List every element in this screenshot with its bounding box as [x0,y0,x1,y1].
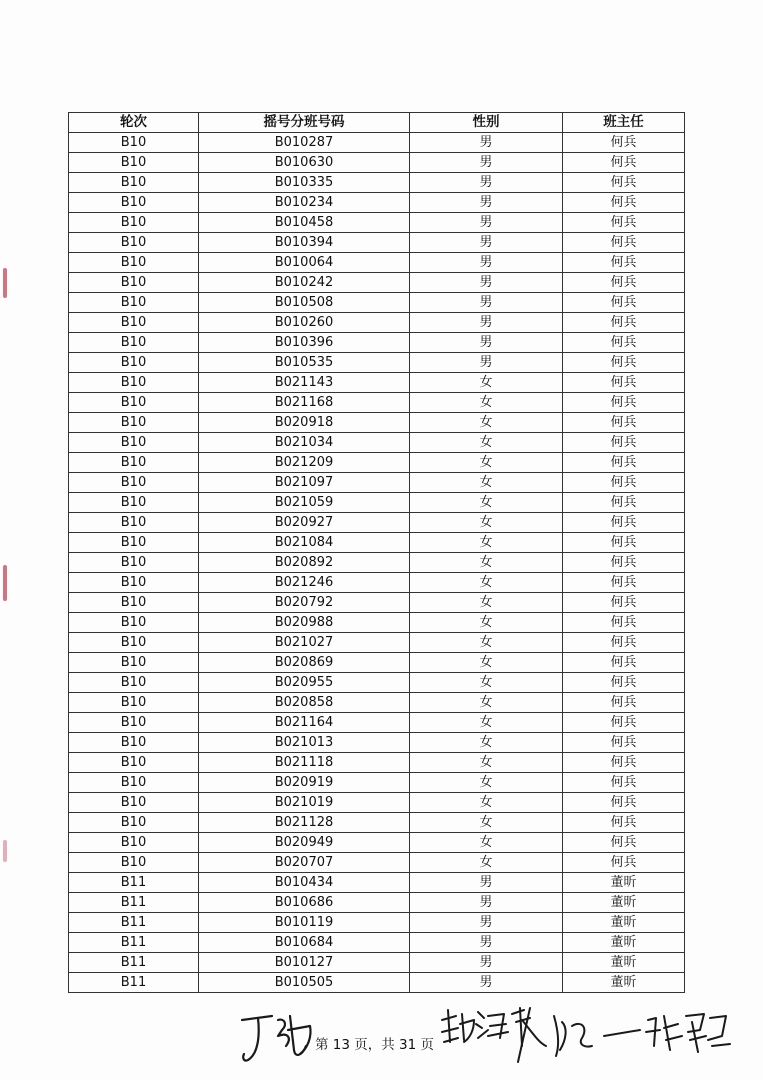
cell-lottery-number: B021059 [199,493,410,513]
cell-gender: 女 [410,533,563,553]
cell-lottery-number: B020955 [199,673,410,693]
cell-gender: 男 [410,913,563,933]
cell-round: B10 [69,493,199,513]
cell-gender: 女 [410,693,563,713]
cell-head-teacher: 何兵 [563,693,685,713]
table-row [69,333,685,353]
table-body [69,133,685,993]
scan-margin-mark [3,565,7,601]
cell-gender: 女 [410,593,563,613]
cell-gender: 女 [410,473,563,493]
table-row [69,553,685,573]
cell-round: B10 [69,753,199,773]
cell-gender: 男 [410,173,563,193]
table-row [69,413,685,433]
cell-round: B10 [69,513,199,533]
table-row [69,773,685,793]
signature-1 [238,1006,316,1066]
cell-lottery-number: B010535 [199,353,410,373]
cell-gender: 男 [410,893,563,913]
cell-lottery-number: B021027 [199,633,410,653]
cell-head-teacher: 何兵 [563,713,685,733]
cell-gender: 男 [410,153,563,173]
cell-head-teacher: 何兵 [563,293,685,313]
table-row [69,693,685,713]
cell-lottery-number: B010064 [199,253,410,273]
signature-2 [438,1002,548,1066]
cell-lottery-number: B010684 [199,933,410,953]
cell-round: B10 [69,453,199,473]
table-row [69,833,685,853]
cell-head-teacher: 何兵 [563,553,685,573]
cell-round: B10 [69,833,199,853]
cell-head-teacher: 董昕 [563,933,685,953]
cell-round: B10 [69,653,199,673]
cell-head-teacher: 何兵 [563,833,685,853]
cell-gender: 女 [410,853,563,873]
cell-lottery-number: B010242 [199,273,410,293]
scan-margin-mark [3,840,7,862]
cell-round: B10 [69,193,199,213]
cell-round: B10 [69,373,199,393]
cell-lottery-number: B010630 [199,153,410,173]
cell-round: B10 [69,793,199,813]
cell-round: B10 [69,553,199,573]
table-row [69,953,685,973]
cell-round: B10 [69,673,199,693]
table-row [69,153,685,173]
cell-round: B10 [69,393,199,413]
cell-round: B11 [69,973,199,993]
header-round: 轮次 [69,113,199,133]
cell-lottery-number: B021128 [199,813,410,833]
table-row [69,533,685,553]
header-head-teacher: 班主任 [563,113,685,133]
cell-lottery-number: B010260 [199,313,410,333]
cell-head-teacher: 何兵 [563,573,685,593]
table-row [69,513,685,533]
cell-gender: 男 [410,353,563,373]
cell-head-teacher: 何兵 [563,613,685,633]
table-row [69,793,685,813]
signature-3 [548,1006,738,1064]
cell-round: B10 [69,773,199,793]
cell-round: B10 [69,153,199,173]
cell-head-teacher: 何兵 [563,373,685,393]
cell-lottery-number: B021013 [199,733,410,753]
cell-lottery-number: B020927 [199,513,410,533]
header-lottery-number: 摇号分班号码 [199,113,410,133]
header-gender: 性别 [410,113,563,133]
cell-head-teacher: 何兵 [563,773,685,793]
table-row [69,273,685,293]
table-row [69,973,685,993]
table-row [69,593,685,613]
scan-margin-mark [3,268,7,298]
cell-head-teacher: 何兵 [563,433,685,453]
cell-head-teacher: 何兵 [563,733,685,753]
cell-gender: 男 [410,213,563,233]
cell-head-teacher: 何兵 [563,193,685,213]
cell-round: B11 [69,873,199,893]
cell-lottery-number: B010434 [199,873,410,893]
table-row [69,573,685,593]
cell-gender: 男 [410,973,563,993]
cell-gender: 男 [410,293,563,313]
cell-head-teacher: 董昕 [563,913,685,933]
table-row [69,613,685,633]
cell-gender: 女 [410,613,563,633]
cell-round: B10 [69,133,199,153]
cell-gender: 女 [410,753,563,773]
cell-round: B10 [69,273,199,293]
cell-round: B10 [69,853,199,873]
table-row [69,173,685,193]
cell-round: B10 [69,573,199,593]
table-row [69,193,685,213]
cell-lottery-number: B021209 [199,453,410,473]
cell-gender: 女 [410,793,563,813]
cell-gender: 女 [410,653,563,673]
table-row [69,933,685,953]
cell-head-teacher: 何兵 [563,353,685,373]
cell-round: B10 [69,313,199,333]
cell-head-teacher: 何兵 [563,493,685,513]
cell-round: B10 [69,253,199,273]
cell-head-teacher: 董昕 [563,973,685,993]
table-row [69,133,685,153]
cell-round: B10 [69,213,199,233]
table-row [69,813,685,833]
cell-round: B10 [69,713,199,733]
cell-lottery-number: B021019 [199,793,410,813]
cell-head-teacher: 何兵 [563,213,685,233]
table-row [69,673,685,693]
cell-gender: 男 [410,873,563,893]
cell-head-teacher: 董昕 [563,893,685,913]
cell-round: B11 [69,913,199,933]
cell-gender: 男 [410,933,563,953]
cell-round: B10 [69,473,199,493]
cell-gender: 女 [410,833,563,853]
cell-round: B10 [69,533,199,553]
cell-head-teacher: 何兵 [563,153,685,173]
cell-head-teacher: 何兵 [563,813,685,833]
table-row [69,293,685,313]
table-row [69,753,685,773]
cell-round: B10 [69,613,199,633]
cell-round: B10 [69,733,199,753]
cell-lottery-number: B021084 [199,533,410,553]
table-row [69,313,685,333]
cell-gender: 男 [410,313,563,333]
cell-head-teacher: 何兵 [563,453,685,473]
cell-lottery-number: B010508 [199,293,410,313]
cell-lottery-number: B020949 [199,833,410,853]
cell-round: B10 [69,413,199,433]
cell-lottery-number: B010119 [199,913,410,933]
cell-head-teacher: 何兵 [563,673,685,693]
cell-round: B11 [69,933,199,953]
table-row [69,213,685,233]
cell-lottery-number: B010686 [199,893,410,913]
cell-lottery-number: B010396 [199,333,410,353]
cell-gender: 男 [410,253,563,273]
cell-gender: 女 [410,573,563,593]
cell-round: B10 [69,353,199,373]
cell-lottery-number: B010287 [199,133,410,153]
cell-head-teacher: 何兵 [563,753,685,773]
cell-lottery-number: B020707 [199,853,410,873]
cell-gender: 女 [410,733,563,753]
cell-gender: 女 [410,493,563,513]
cell-gender: 女 [410,773,563,793]
cell-gender: 男 [410,233,563,253]
table-row [69,493,685,513]
cell-head-teacher: 何兵 [563,313,685,333]
cell-lottery-number: B020918 [199,413,410,433]
cell-gender: 女 [410,373,563,393]
cell-lottery-number: B021168 [199,393,410,413]
cell-lottery-number: B021164 [199,713,410,733]
cell-head-teacher: 何兵 [563,593,685,613]
cell-lottery-number: B021143 [199,373,410,393]
cell-round: B11 [69,893,199,913]
table-row [69,453,685,473]
cell-gender: 女 [410,553,563,573]
cell-round: B10 [69,633,199,653]
cell-head-teacher: 何兵 [563,233,685,253]
cell-gender: 男 [410,953,563,973]
cell-gender: 女 [410,453,563,473]
cell-gender: 男 [410,193,563,213]
cell-gender: 男 [410,273,563,293]
cell-gender: 女 [410,413,563,433]
cell-round: B10 [69,173,199,193]
cell-lottery-number: B010335 [199,173,410,193]
cell-gender: 女 [410,813,563,833]
cell-gender: 女 [410,393,563,413]
cell-lottery-number: B010505 [199,973,410,993]
cell-lottery-number: B020858 [199,693,410,713]
table-row [69,353,685,373]
table-row [69,873,685,893]
table-row [69,713,685,733]
table-row [69,393,685,413]
cell-lottery-number: B020869 [199,653,410,673]
cell-lottery-number: B021246 [199,573,410,593]
cell-lottery-number: B020792 [199,593,410,613]
cell-head-teacher: 何兵 [563,513,685,533]
cell-head-teacher: 何兵 [563,793,685,813]
cell-head-teacher: 何兵 [563,333,685,353]
cell-head-teacher: 何兵 [563,173,685,193]
cell-lottery-number: B021034 [199,433,410,453]
cell-lottery-number: B010127 [199,953,410,973]
cell-head-teacher: 何兵 [563,853,685,873]
cell-round: B10 [69,693,199,713]
cell-lottery-number: B020988 [199,613,410,633]
cell-gender: 男 [410,133,563,153]
cell-head-teacher: 何兵 [563,533,685,553]
cell-lottery-number: B021118 [199,753,410,773]
cell-lottery-number: B020919 [199,773,410,793]
cell-gender: 女 [410,513,563,533]
cell-round: B10 [69,813,199,833]
cell-gender: 女 [410,673,563,693]
cell-head-teacher: 何兵 [563,653,685,673]
table-row [69,913,685,933]
cell-round: B10 [69,433,199,453]
cell-head-teacher: 何兵 [563,393,685,413]
cell-lottery-number: B021097 [199,473,410,493]
table-row [69,633,685,653]
cell-head-teacher: 何兵 [563,473,685,493]
cell-round: B11 [69,953,199,973]
cell-round: B10 [69,293,199,313]
cell-head-teacher: 何兵 [563,133,685,153]
cell-head-teacher: 何兵 [563,413,685,433]
table-row [69,893,685,913]
class-assignment-table [68,112,685,993]
table-row [69,433,685,453]
cell-head-teacher: 董昕 [563,953,685,973]
cell-gender: 女 [410,633,563,653]
cell-gender: 女 [410,713,563,733]
page-number-text: 第 13 页，共 31 页 [315,1037,435,1053]
cell-head-teacher: 何兵 [563,273,685,293]
cell-lottery-number: B010234 [199,193,410,213]
table-row [69,253,685,273]
cell-head-teacher: 何兵 [563,633,685,653]
table-row [69,373,685,393]
table-row [69,733,685,753]
cell-lottery-number: B010394 [199,233,410,253]
cell-lottery-number: B010458 [199,213,410,233]
cell-head-teacher: 董昕 [563,873,685,893]
table-row [69,853,685,873]
table-row [69,233,685,253]
table-row [69,653,685,673]
cell-lottery-number: B020892 [199,553,410,573]
cell-round: B10 [69,593,199,613]
cell-round: B10 [69,233,199,253]
table-header-row [69,113,685,133]
table-row [69,473,685,493]
cell-gender: 男 [410,333,563,353]
cell-gender: 女 [410,433,563,453]
cell-round: B10 [69,333,199,353]
cell-head-teacher: 何兵 [563,253,685,273]
